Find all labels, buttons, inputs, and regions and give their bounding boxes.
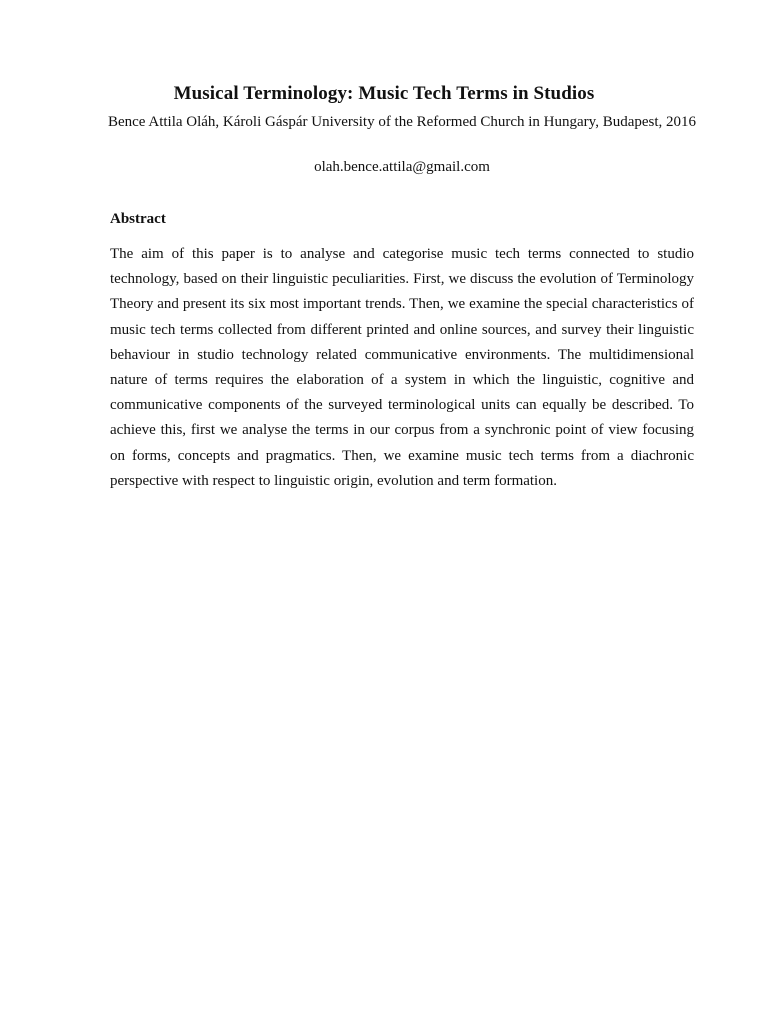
abstract-heading: Abstract <box>110 211 166 227</box>
paper-title: Musical Terminology: Music Tech Terms in Studios <box>173 83 595 104</box>
author-email: olah.bence.attila@gmail.com <box>314 159 490 175</box>
abstract-text: The aim of this paper is to analyse and categorise music tech terms connected to studio technology, based on their linguistic peculiarities. First, we discuss the evolution of Terminology Theory and present its six most important trends. Then, we examine the special characteristics of music tech terms collected from different printed and online sources, and survey their linguistic behaviour in studio technology related communicative environments. The multidimensional nature of terms requires the elaboration of a system in which the linguistic, cognitive and communicative components of the surveyed terminological units can equally be described. To achieve this, first we analyse the terms in our corpus from a synchronic point of view focusing on forms, concepts and pragmatics. Then, we examine music tech terms from a diachronic perspective with respect to linguistic origin, evolution and term formation. <box>110 246 694 489</box>
author-affiliation: Bence Attila Oláh, Károli Gáspár University of the Reformed Church in Hungary, Budapest, 2016 <box>107 114 697 130</box>
